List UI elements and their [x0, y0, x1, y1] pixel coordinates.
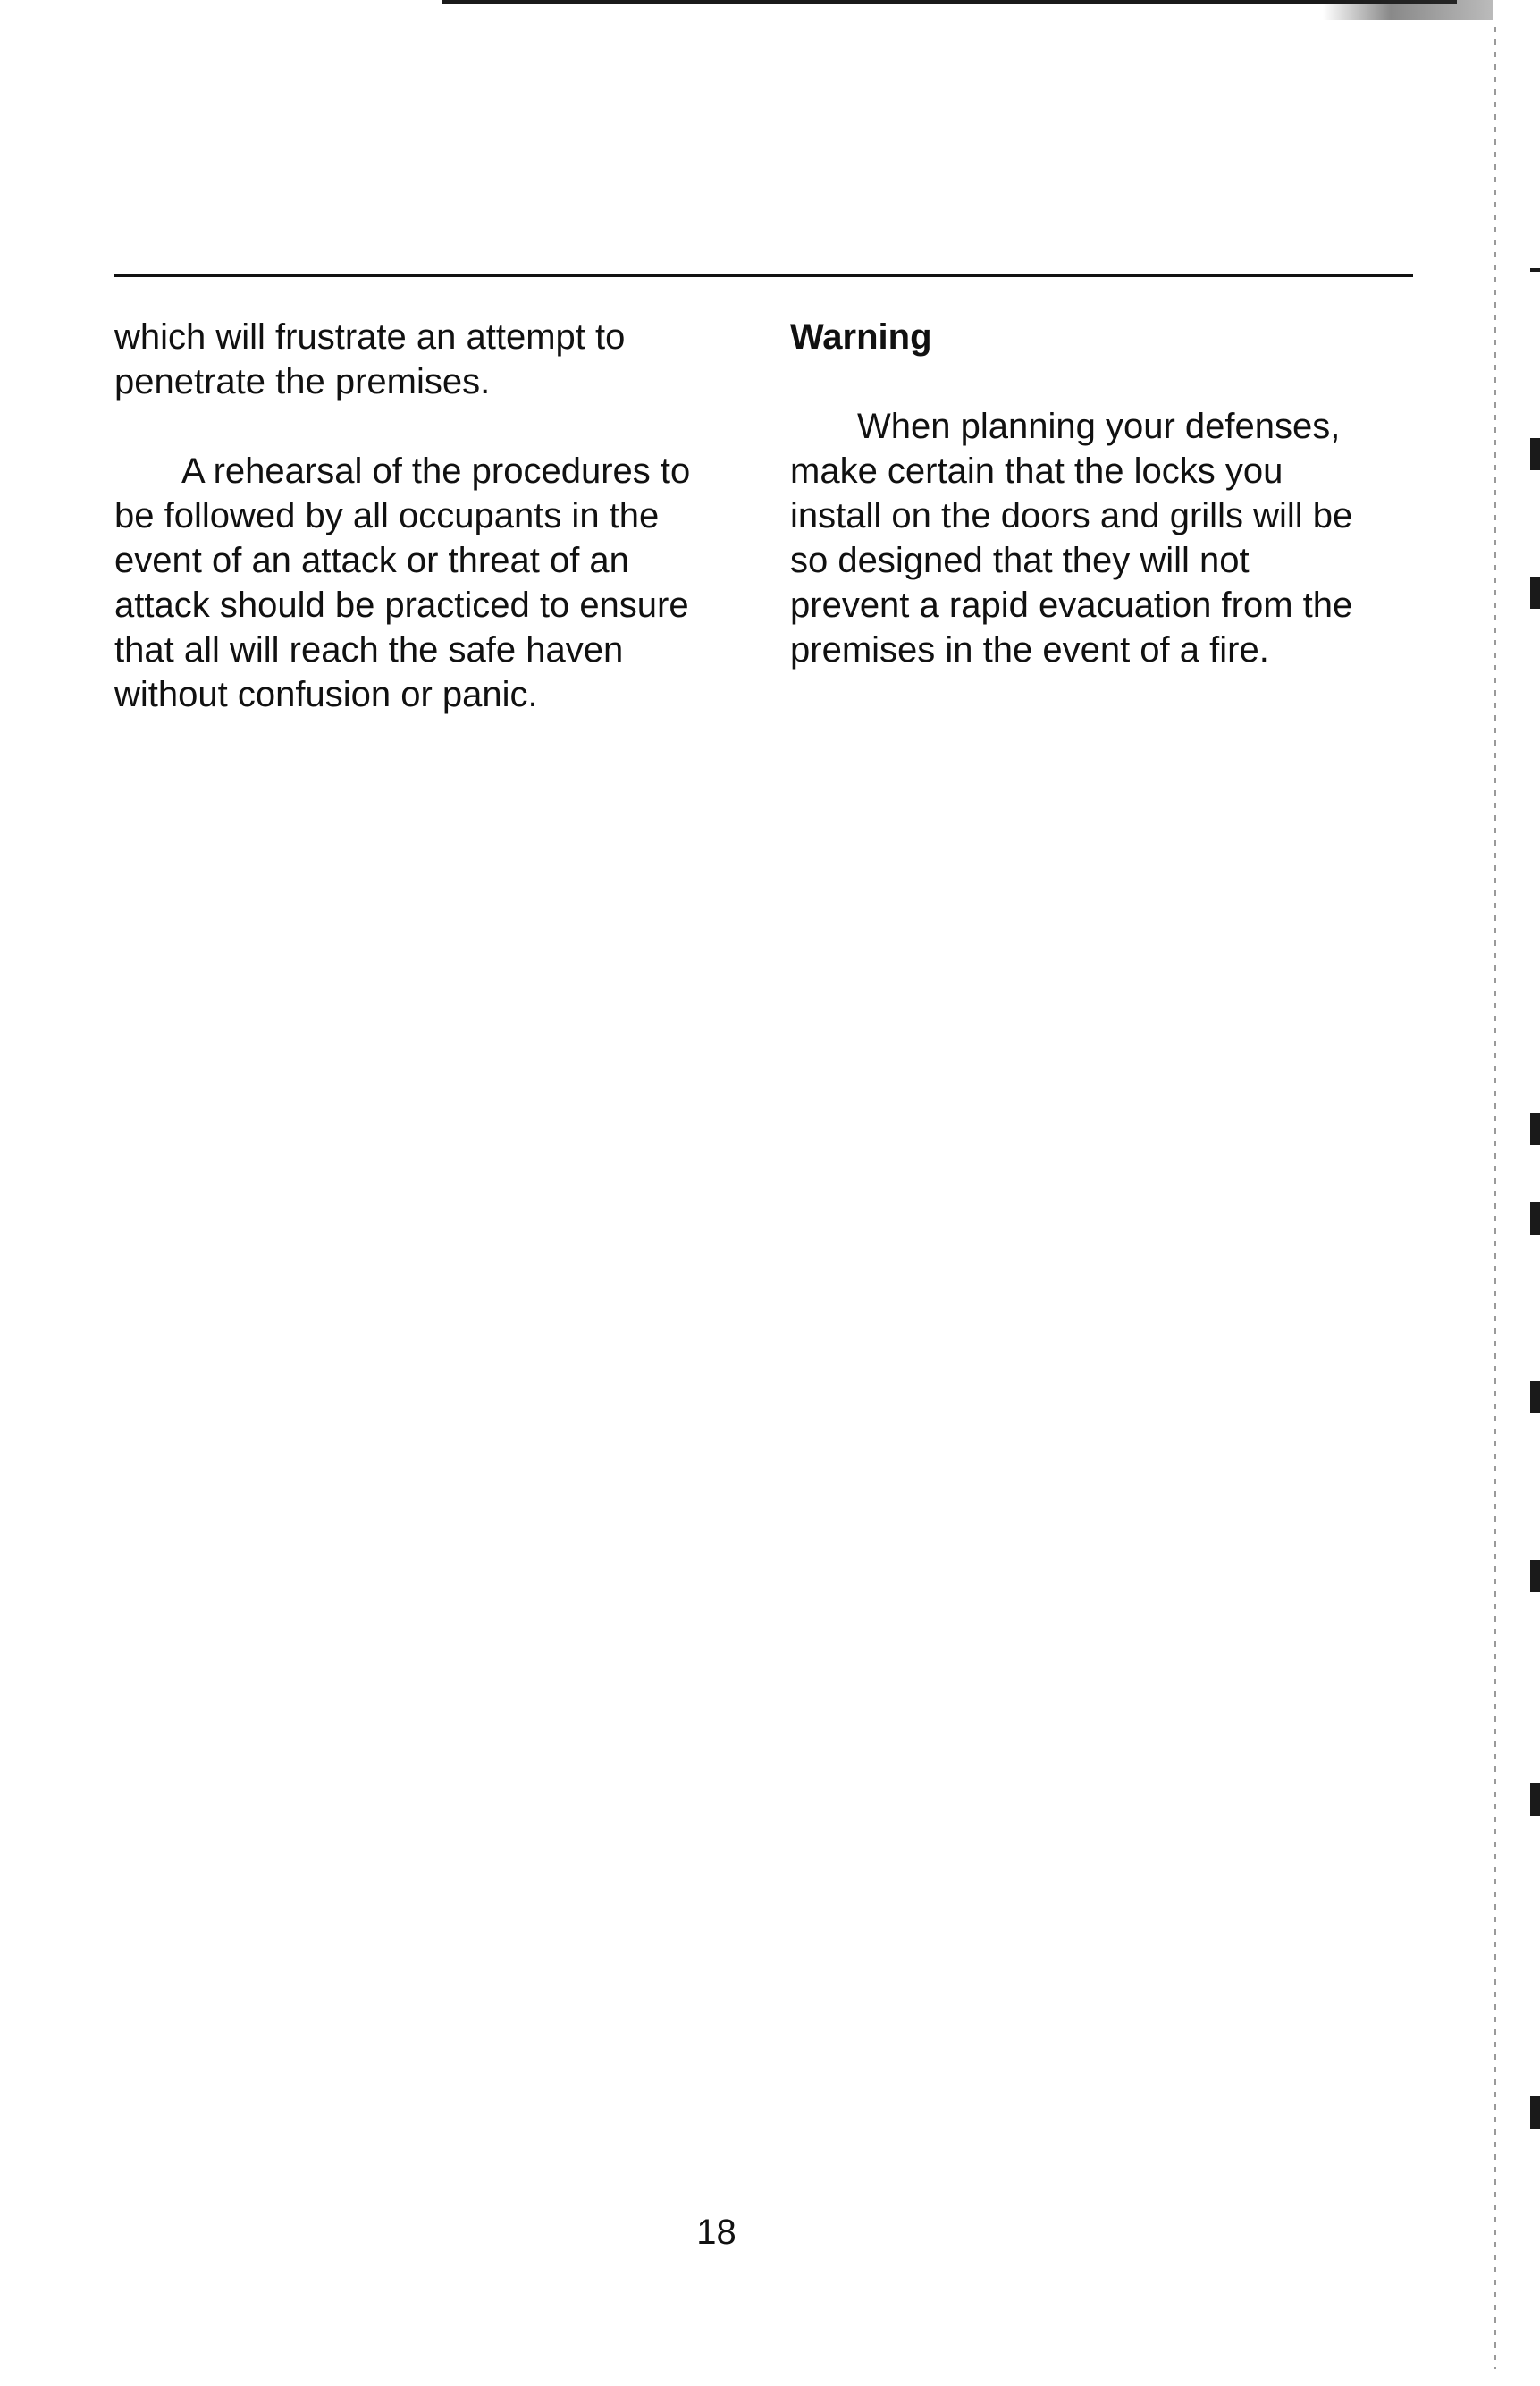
scan-smudge: [1323, 0, 1493, 20]
left-column: [114, 315, 740, 717]
facing-page-bleed: [1530, 2096, 1540, 2129]
paragraph-rehearsal: A rehearsal of the procedures to be followed by all occupants in the event of an attack or threat of an attack should be practiced to ensure that all will reach the safe haven without confusion or panic.: [114, 451, 691, 714]
header-rule: [114, 274, 1413, 277]
warning-heading: Warning: [790, 317, 932, 357]
facing-page-bleed: [1530, 268, 1540, 272]
facing-page-bleed: [1530, 1113, 1540, 1145]
facing-page-bleed: [1530, 577, 1540, 609]
facing-page-bleed: [1530, 1202, 1540, 1235]
binding-edge: [1494, 27, 1496, 2369]
page-number: 18: [696, 2213, 736, 2252]
facing-page-bleed: [1530, 1381, 1540, 1413]
heading-gap: [790, 359, 1416, 404]
facing-page-bleed: [1530, 438, 1540, 470]
facing-page-bleed: [1530, 1783, 1540, 1816]
top-edge-rule: [442, 0, 1457, 4]
facing-page-bleed: [1530, 1560, 1540, 1592]
warning-paragraph: When planning your defenses, make certain that the locks you install on the doors and grills will be so designed that they will not prevent a rapid evacuation from the premises in the event of a fire.: [790, 407, 1353, 670]
right-column: [790, 315, 1416, 672]
paragraph-continuation: which will frustrate an attempt to penetrate the premises.: [114, 317, 626, 401]
paragraph-gap: [114, 404, 740, 449]
